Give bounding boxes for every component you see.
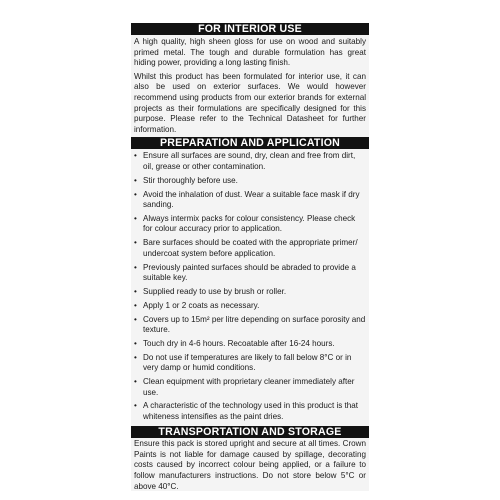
bullet-icon: • <box>134 262 137 272</box>
bullet-icon: • <box>134 377 137 387</box>
list-item: • Do not use if temperatures are likely to fall below 8°C or in very damp or humid conditions. <box>134 352 352 373</box>
list-item: • A characteristic of the technology used in this product is that whiteness intensifies as the paint dries. <box>134 401 359 422</box>
interior-use-heading: FOR INTERIOR USE <box>131 23 369 35</box>
preparation-list <box>131 151 369 422</box>
list-item: • Covers up to 15m² per litre depending on surface porosity and texture. <box>134 314 366 335</box>
bullet-icon: • <box>134 151 137 161</box>
list-item: • Touch dry in 4-6 hours. Recoatable after 16-24 hours. <box>134 338 335 348</box>
bullet-icon: • <box>134 213 137 223</box>
list-item: • Supplied ready to use by brush or roller. <box>134 287 287 296</box>
list-item: • Avoid the inhalation of dust. Wear a suitable face mask if dry sanding. <box>134 189 360 210</box>
bullet-icon: • <box>134 314 137 324</box>
list-item: • Always intermix packs for colour consistency. Please check for colour accuracy prior to application. <box>134 213 356 234</box>
bullet-icon: • <box>134 175 137 185</box>
product-label <box>131 23 369 491</box>
list-item: • Stir thoroughly before use. <box>134 175 238 185</box>
bullet-icon: • <box>134 401 137 411</box>
list-item: • Apply 1 or 2 coats as necessary. <box>134 300 260 310</box>
bullet-icon: • <box>134 238 137 248</box>
exterior-advice: Whilst this product has been formulated for interior use, it can also be used on exterior surfaces. We would however recommend using products from our exterior brands for external projects as their formulations are specifically designed for this purpose. Please refer to the Technical Datasheet for further information. <box>134 71 366 134</box>
bullet-icon: • <box>134 352 137 362</box>
interior-description: A high quality, high sheen gloss for use on wood and suitably primed metal. The tough and durable formulation has great hiding power, providing a long lasting finish. <box>134 37 366 68</box>
transportation-heading: TRANSPORTATION AND STORAGE <box>131 426 369 438</box>
list-item: • Clean equipment with proprietary cleaner immediately after use. <box>134 377 355 397</box>
bullet-icon: • <box>134 338 137 348</box>
list-item: • Ensure all surfaces are sound, dry, clean and free from dirt, oil, grease or other contamination. <box>134 151 356 171</box>
storage-instructions: Ensure this pack is stored upright and secure at all times. Crown Paints is not liable for damage caused by spillage, decorating costs caused by incorrect colour being applied, or a failure to follow manufacturers instructions. Do not store below 5°C or above 40°C. <box>134 438 366 491</box>
list-item: • Previously painted surfaces should be abraded to provide a suitable key. <box>134 262 356 283</box>
bullet-icon: • <box>134 189 137 199</box>
preparation-heading: PREPARATION AND APPLICATION <box>131 137 369 149</box>
bullet-icon: • <box>134 287 137 296</box>
bullet-icon: • <box>134 300 137 310</box>
list-item: • Bare surfaces should be coated with the appropriate primer/ undercoat system before application. <box>134 238 358 258</box>
